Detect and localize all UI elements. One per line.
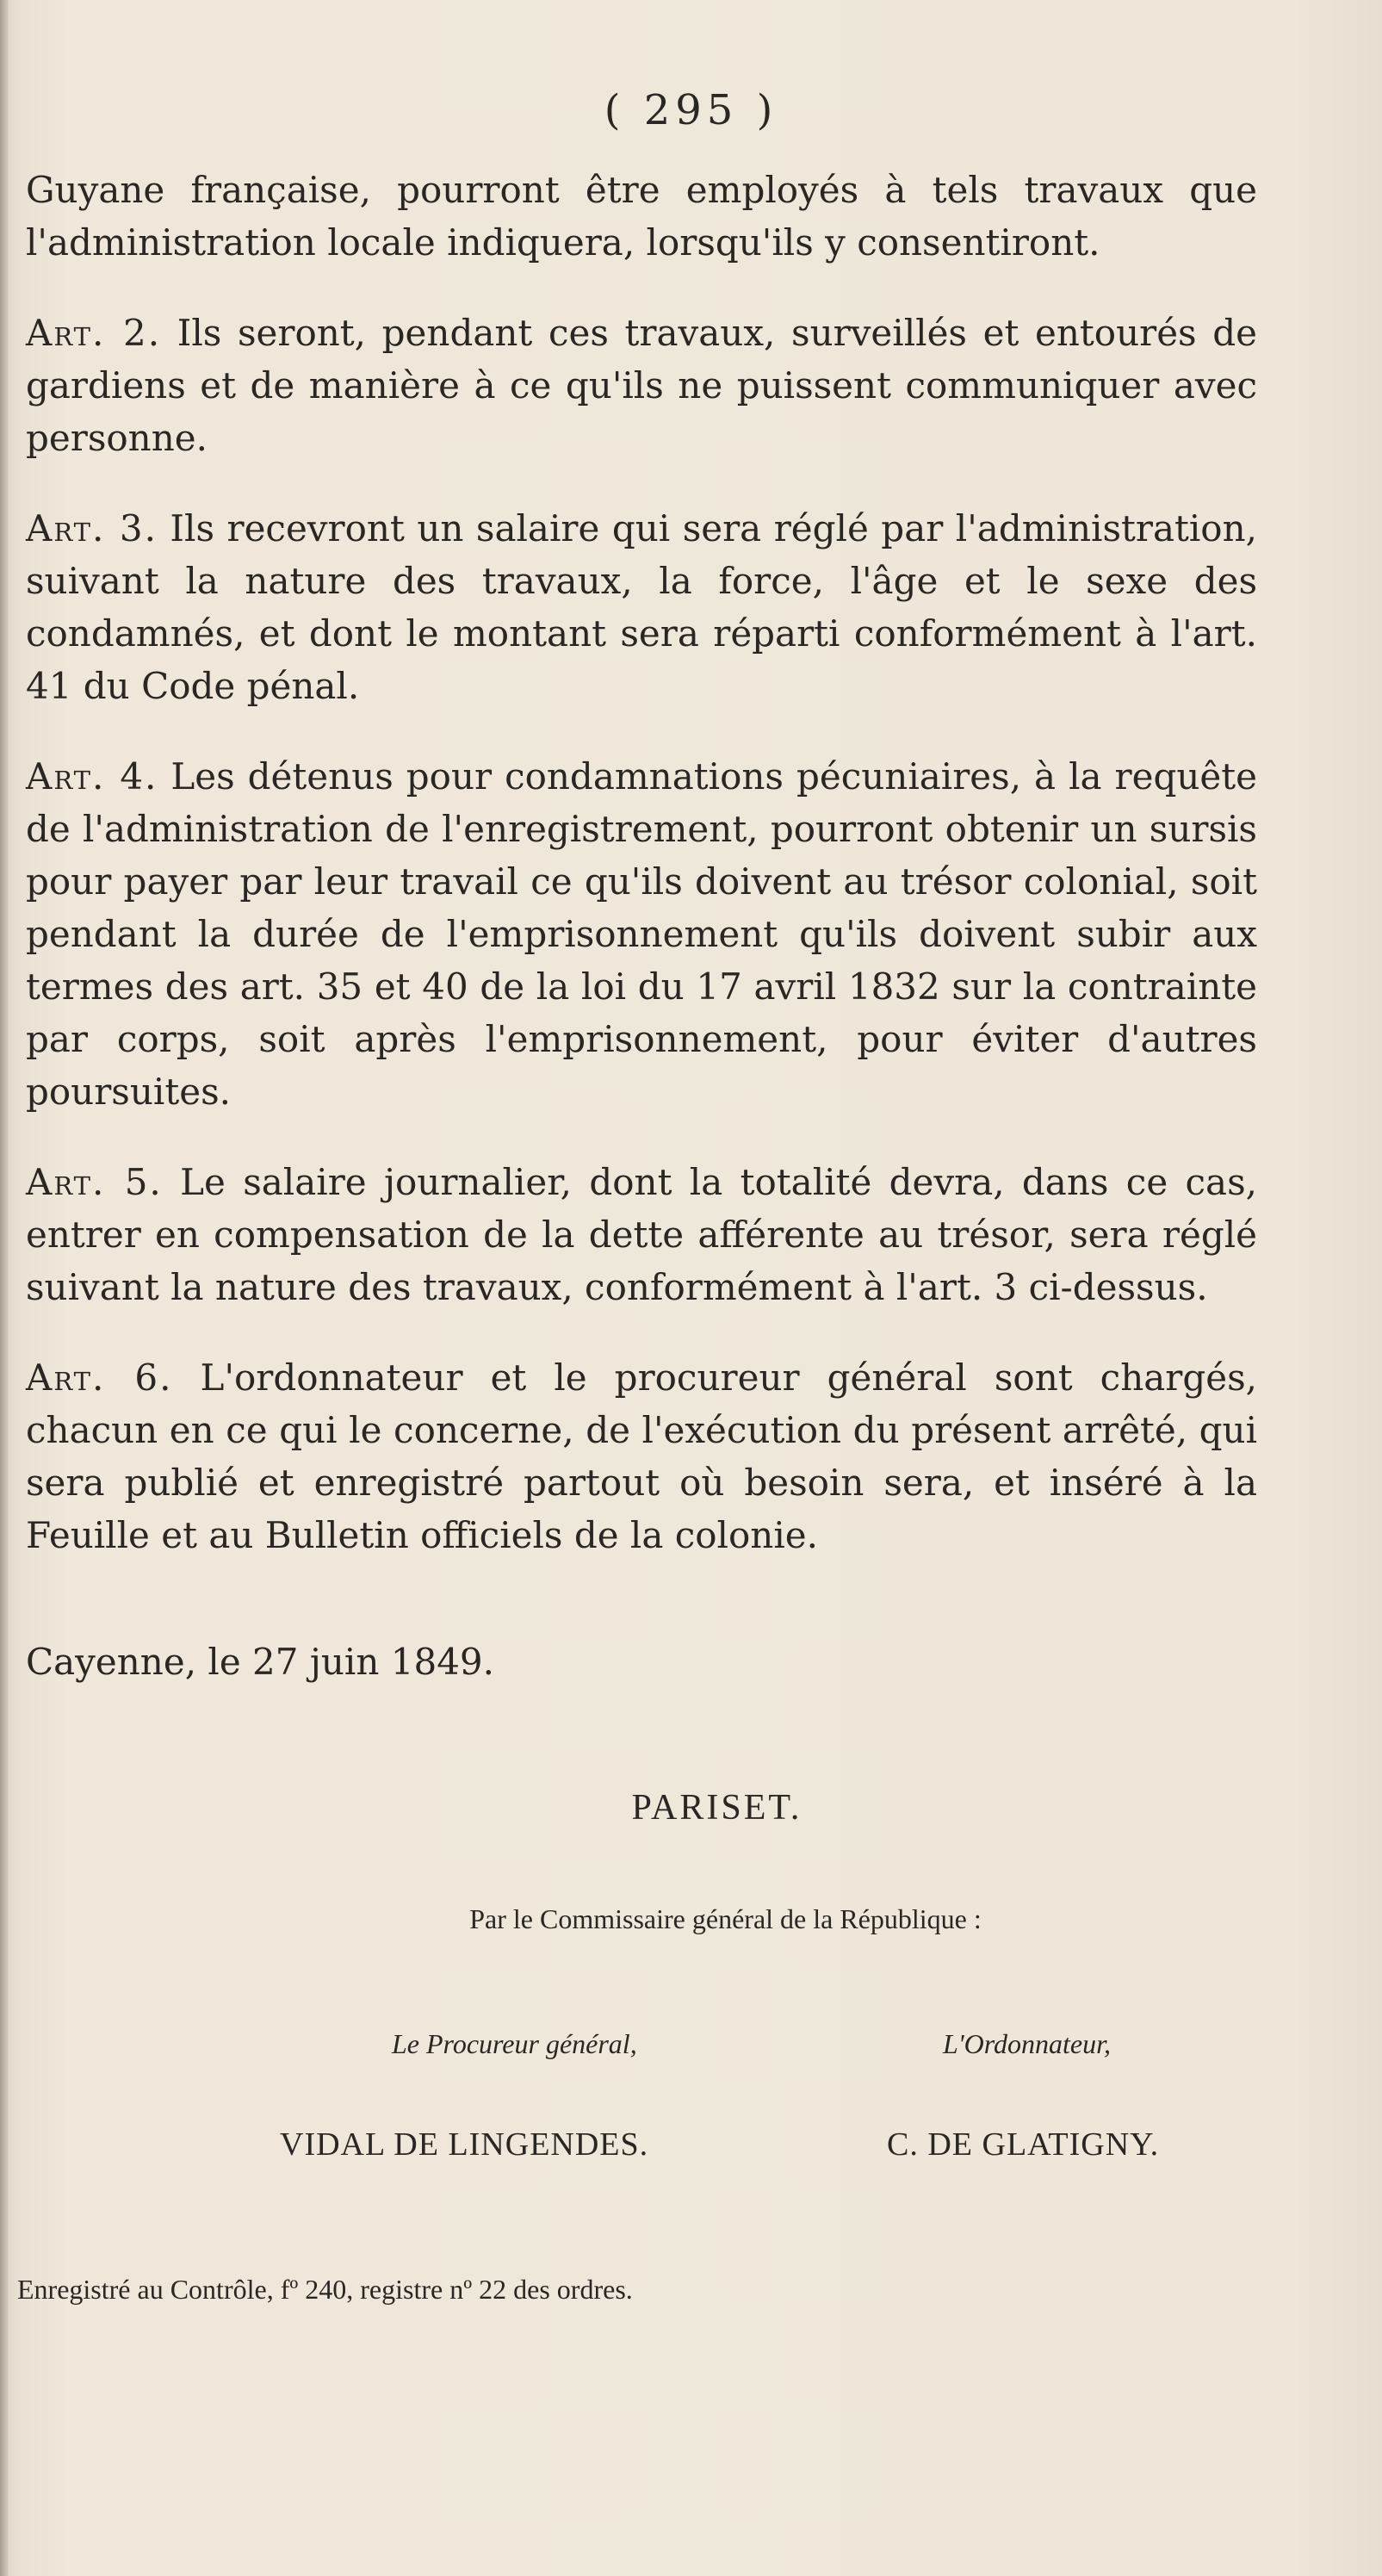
name-ordonnateur: C. DE GLATIGNY. — [887, 2126, 1160, 2163]
article-label: Art. 4. — [26, 755, 158, 798]
place-date: Cayenne, le 27 juin 1849. — [26, 1641, 494, 1683]
registration-note: Enregistré au Contrôle, fº 240, registre nº 22 des ordres. — [17, 2274, 633, 2305]
article-text: Ils seront, pendant ces travaux, surveillés et entourés de gardiens et de manière à ce qu'ils ne puissent communiquer avec personne. — [26, 312, 1257, 459]
article-text: L'ordonnateur et le procureur général sont chargés, chacun en ce qui le concerne, de l'exécution du présent arrêté, qui sera publié et enregistré partout où besoin sera, et inséré à la Feuille et au Bulletin officiels de la colonie. — [26, 1356, 1258, 1556]
binding-edge — [0, 0, 9, 2576]
article-4 — [26, 750, 1257, 1118]
article-5 — [26, 1156, 1257, 1313]
article-label: Art. 3. — [26, 507, 158, 549]
paragraph-text: Guyane française, pourront être employés à tels travaux que l'administration locale indiquera, lorsqu'ils y consentiront. — [26, 169, 1257, 264]
role-procureur: Le Procureur général, — [392, 2028, 637, 2059]
article-text: Ils recevront un salaire qui sera réglé par l'administration, suivant la nature des travaux, la force, l'âge et le sexe des condamnés, et dont le montant sera réparti conformément à l'art. 41 du Code pénal. — [26, 507, 1257, 707]
article-6 — [26, 1351, 1257, 1561]
paragraph-continuation — [26, 164, 1257, 269]
page-number: ( 295 ) — [604, 86, 778, 134]
commissaire-line: Par le Commissaire général de la République : — [469, 1903, 982, 1934]
role-ordonnateur: L'Ordonnateur, — [943, 2028, 1112, 2059]
article-label: Art. 2. — [26, 312, 162, 354]
name-procureur: VIDAL DE LINGENDES. — [280, 2126, 649, 2163]
signer-name: PARISET. — [631, 1788, 803, 1828]
decree-body — [26, 164, 1257, 1599]
article-label: Art. 5. — [26, 1161, 163, 1203]
article-label: Art. 6. — [26, 1356, 173, 1399]
article-text: Les détenus pour condamnations pécuniaires, à la requête de l'administration de l'enregistrement, pourront obtenir un sursis pour payer par leur travail ce qu'ils doivent au trésor colonial, soit pendant la durée de l'emprisonnement qu'ils doivent subir aux termes des art. 35 et 40 de la loi du 17 avril 1832 sur la contrainte par corps, soit après l'emprisonnement, pour éviter d'autres poursuites. — [26, 755, 1257, 1113]
article-3 — [26, 502, 1257, 712]
article-text: Le salaire journalier, dont la totalité devra, dans ce cas, entrer en compensation de la dette afférente au trésor, sera réglé suivant la nature des travaux, conformément à l'art. 3 ci-dessus. — [26, 1161, 1257, 1308]
article-2 — [26, 307, 1257, 464]
